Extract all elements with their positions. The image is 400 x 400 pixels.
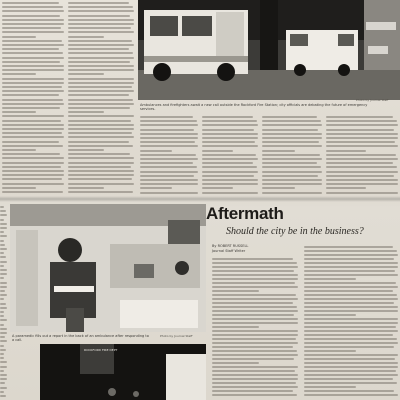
text-line: [140, 129, 194, 131]
mid-photo-caption: A paramedic fills out a report in the back of an ambulance after responding to a call.: [12, 334, 149, 342]
text-line: [212, 318, 298, 320]
text-line: [68, 107, 130, 109]
text-line: [140, 166, 197, 168]
text-line: [202, 175, 254, 177]
text-line: [304, 362, 398, 364]
unit-label: ROCKFORD FIRE DEPT: [84, 348, 118, 352]
text-line: [68, 124, 134, 126]
text-line: [202, 120, 257, 122]
text-line: [212, 370, 295, 372]
text-line: [212, 290, 259, 292]
text-line: [68, 65, 134, 67]
text-line: [68, 162, 134, 164]
text-line: [0, 349, 6, 351]
text-line: [262, 150, 295, 152]
text-line: [0, 366, 7, 368]
text-line: [0, 374, 7, 376]
text-line: [202, 154, 256, 156]
text-line: [262, 145, 322, 147]
text-line: [2, 19, 64, 21]
text-line: [326, 187, 366, 189]
text-line: [68, 36, 104, 38]
text-line: [2, 166, 61, 168]
text-line: [304, 306, 398, 308]
text-line: [202, 171, 258, 173]
text-line: [0, 391, 4, 393]
text-line: [326, 133, 398, 135]
text-line: [68, 111, 104, 113]
text-line: [68, 149, 104, 151]
text-line: [212, 378, 298, 380]
text-line: [140, 124, 198, 126]
text-line: [304, 390, 394, 392]
text-line: [212, 386, 298, 388]
text-line: [0, 378, 7, 380]
text-line: [326, 166, 397, 168]
text-line: [326, 175, 394, 177]
article-headline: Aftermath: [206, 204, 284, 223]
text-line: [0, 265, 4, 267]
text-line: [68, 120, 131, 122]
text-line: [202, 150, 233, 152]
text-line: [0, 315, 4, 317]
text-line: [212, 270, 294, 272]
text-line: [212, 346, 293, 348]
text-line: [2, 90, 64, 92]
text-line: [212, 382, 296, 384]
top-photo-credit: Photo by Journal Staff: [356, 98, 389, 102]
text-line: [68, 90, 134, 92]
text-line: [68, 153, 130, 155]
text-line: [304, 254, 398, 256]
text-line: [68, 6, 133, 8]
text-line: [262, 166, 321, 168]
text-line: [212, 342, 298, 344]
text-line: [262, 137, 322, 139]
text-line: [140, 141, 195, 143]
text-line: [0, 206, 4, 208]
byline-name: By ROBERT RUSSELL: [212, 244, 249, 248]
text-line: [304, 342, 398, 344]
text-line: [140, 187, 172, 189]
text-line: [68, 166, 131, 168]
text-line: [212, 330, 298, 332]
text-line: [2, 44, 64, 46]
text-line: [2, 86, 62, 88]
text-line: [304, 310, 398, 312]
ambulance-interior-photo: [10, 204, 206, 332]
text-line: [326, 179, 398, 181]
text-line: [304, 358, 395, 360]
text-line: [304, 250, 397, 252]
text-line: [212, 350, 297, 352]
text-line: [262, 175, 318, 177]
text-line: [212, 282, 295, 284]
text-line: [304, 394, 398, 396]
text-line: [326, 162, 393, 164]
text-line: [202, 116, 253, 118]
text-line: [140, 192, 198, 194]
text-line: [212, 366, 298, 368]
text-line: [202, 129, 254, 131]
fire-trucks-photo: [138, 0, 400, 100]
text-line: [2, 120, 61, 122]
text-line: [212, 358, 294, 360]
text-line: [212, 266, 298, 268]
text-line: [202, 187, 233, 189]
text-line: [2, 124, 64, 126]
text-line: [2, 149, 36, 151]
text-line: [0, 244, 5, 246]
text-line: [304, 326, 396, 328]
text-line: [304, 266, 398, 268]
text-line: [304, 382, 397, 384]
text-line: [304, 354, 398, 356]
text-line: [304, 298, 398, 300]
text-line: [212, 394, 297, 396]
text-line: [68, 19, 134, 21]
text-line: [2, 65, 64, 67]
text-line: [2, 2, 59, 4]
text-line: [212, 322, 298, 324]
text-line: [262, 179, 322, 181]
text-line: [212, 258, 293, 260]
text-line: [140, 183, 198, 185]
text-line: [202, 141, 255, 143]
text-line: [2, 23, 64, 25]
text-line: [212, 334, 298, 336]
text-line: [202, 145, 258, 147]
text-line: [140, 150, 172, 152]
text-line: [262, 158, 322, 160]
text-line: [2, 183, 64, 185]
page-fold: [0, 196, 400, 202]
text-line: [0, 387, 7, 389]
text-line: [2, 27, 61, 29]
text-line: [140, 137, 198, 139]
text-line: [262, 192, 322, 194]
text-line: [202, 158, 258, 160]
text-line: [304, 286, 398, 288]
text-line: [68, 69, 134, 71]
text-line: [304, 338, 397, 340]
text-line: [0, 311, 4, 313]
text-line: [212, 310, 298, 312]
text-line: [140, 116, 193, 118]
text-line: [68, 61, 130, 63]
text-line: [212, 374, 298, 376]
text-line: [304, 346, 394, 348]
text-line: [212, 302, 293, 304]
text-line: [304, 370, 396, 372]
text-line: [304, 330, 398, 332]
text-line: [326, 116, 393, 118]
text-line: [212, 286, 298, 288]
text-line: [262, 124, 322, 126]
text-line: [68, 103, 134, 105]
text-line: [2, 132, 62, 134]
text-line: [202, 137, 258, 139]
text-line: [212, 298, 298, 300]
text-line: [68, 44, 134, 46]
text-line: [68, 183, 134, 185]
text-line: [202, 179, 258, 181]
byline-role: Journal Staff Writer: [212, 248, 246, 253]
text-line: [262, 183, 322, 185]
text-line: [0, 307, 7, 309]
text-line: [0, 240, 4, 242]
text-line: [304, 258, 394, 260]
text-line: [304, 350, 356, 352]
text-line: [202, 183, 258, 185]
text-line: [68, 191, 133, 193]
text-line: [304, 302, 394, 304]
text-line: [212, 306, 297, 308]
text-line: [0, 286, 7, 288]
text-line: [140, 158, 198, 160]
text-line: [262, 129, 318, 131]
text-line: [304, 366, 398, 368]
text-line: [262, 133, 322, 135]
text-line: [68, 141, 129, 143]
text-line: [2, 145, 63, 147]
text-line: [202, 124, 258, 126]
text-line: [326, 124, 398, 126]
text-line: [2, 82, 64, 84]
text-line: [2, 162, 64, 164]
text-line: [68, 78, 134, 80]
text-line: [2, 141, 59, 143]
mid-photo-credit: Photo by Journal Staff: [160, 334, 193, 338]
top-photo-caption: Ambulances and firefighters await a new call outside the Rockford Fire Station; city officials are debating the future of emergency services.: [140, 103, 368, 111]
text-line: [202, 162, 253, 164]
text-line: [304, 278, 356, 280]
text-line: [68, 170, 134, 172]
text-line: [0, 370, 4, 372]
text-line: [68, 23, 134, 25]
text-line: [68, 86, 132, 88]
text-line: [68, 40, 132, 42]
text-line: [68, 187, 104, 189]
text-line: [68, 99, 133, 101]
ambulance-night-photo: [40, 344, 206, 400]
text-line: [212, 338, 296, 340]
text-line: [304, 294, 397, 296]
text-line: [0, 210, 6, 212]
text-line: [140, 175, 194, 177]
text-line: [0, 248, 7, 250]
text-line: [140, 162, 193, 164]
text-line: [0, 231, 4, 233]
text-line: [326, 141, 395, 143]
text-line: [304, 334, 393, 336]
text-line: [2, 191, 63, 193]
text-line: [2, 15, 60, 17]
text-line: [202, 166, 257, 168]
text-line: [140, 154, 196, 156]
text-line: [68, 132, 132, 134]
text-line: [2, 61, 60, 63]
text-line: [0, 324, 4, 326]
text-line: [68, 82, 134, 84]
text-line: [262, 162, 317, 164]
text-line: [202, 133, 258, 135]
text-line: [0, 353, 4, 355]
text-line: [2, 99, 63, 101]
text-line: [304, 290, 393, 292]
text-line: [326, 120, 397, 122]
text-line: [326, 154, 396, 156]
text-line: [262, 187, 295, 189]
text-line: [326, 171, 398, 173]
text-line: [0, 227, 7, 229]
text-line: [212, 278, 298, 280]
text-line: [0, 336, 5, 338]
article-subheadline: Should the city be in the business?: [226, 226, 364, 237]
text-line: [68, 128, 134, 130]
text-line: [304, 314, 356, 316]
text-line: [68, 2, 129, 4]
text-line: [68, 145, 133, 147]
text-line: [212, 314, 294, 316]
text-line: [0, 303, 6, 305]
text-line: [0, 223, 7, 225]
text-line: [2, 111, 36, 113]
text-line: [304, 274, 398, 276]
text-line: [68, 48, 129, 50]
text-line: [326, 192, 398, 194]
text-line: [2, 187, 36, 189]
article-byline: [212, 244, 248, 253]
text-line: [304, 374, 398, 376]
text-line: [326, 158, 398, 160]
text-line: [68, 174, 134, 176]
text-line: [304, 322, 398, 324]
text-line: [262, 120, 321, 122]
text-line: [140, 179, 198, 181]
text-line: [68, 57, 134, 59]
text-line: [0, 219, 4, 221]
text-line: [0, 345, 4, 347]
text-line: [212, 294, 296, 296]
text-line: [2, 40, 62, 42]
text-line: [0, 282, 7, 284]
text-line: [262, 116, 317, 118]
text-line: [212, 354, 298, 356]
text-line: [0, 252, 4, 254]
text-line: [0, 294, 7, 296]
text-line: [212, 362, 259, 364]
text-line: [2, 128, 64, 130]
text-line: [0, 357, 4, 359]
text-line: [2, 103, 64, 105]
text-line: [2, 170, 64, 172]
text-line: [0, 269, 7, 271]
text-line: [326, 137, 398, 139]
text-line: [2, 69, 64, 71]
text-line: [68, 27, 131, 29]
text-line: [0, 273, 7, 275]
text-line: [2, 153, 60, 155]
text-line: [2, 107, 60, 109]
text-line: [140, 171, 198, 173]
text-line: [304, 282, 396, 284]
text-line: [68, 15, 130, 17]
text-line: [2, 174, 64, 176]
text-line: [326, 150, 366, 152]
text-line: [202, 192, 258, 194]
text-line: [2, 57, 64, 59]
text-line: [2, 36, 36, 38]
text-line: [2, 6, 63, 8]
text-line: [304, 262, 398, 264]
text-line: [262, 154, 320, 156]
text-line: [304, 246, 393, 248]
text-line: [140, 120, 197, 122]
text-line: [0, 328, 7, 330]
text-line: [212, 326, 259, 328]
text-line: [326, 183, 398, 185]
text-line: [304, 318, 398, 320]
text-line: [212, 262, 297, 264]
text-line: [0, 261, 7, 263]
text-line: [304, 386, 356, 388]
text-line: [212, 274, 298, 276]
text-line: [326, 129, 394, 131]
text-line: [0, 332, 7, 334]
text-line: [0, 290, 5, 292]
text-line: [326, 145, 398, 147]
text-line: [140, 133, 198, 135]
text-line: [2, 78, 64, 80]
text-line: [0, 395, 6, 397]
text-line: [304, 378, 393, 380]
text-line: [262, 141, 319, 143]
text-line: [212, 390, 293, 392]
text-line: [140, 145, 198, 147]
text-line: [2, 48, 59, 50]
text-line: [304, 270, 395, 272]
text-line: [262, 171, 322, 173]
